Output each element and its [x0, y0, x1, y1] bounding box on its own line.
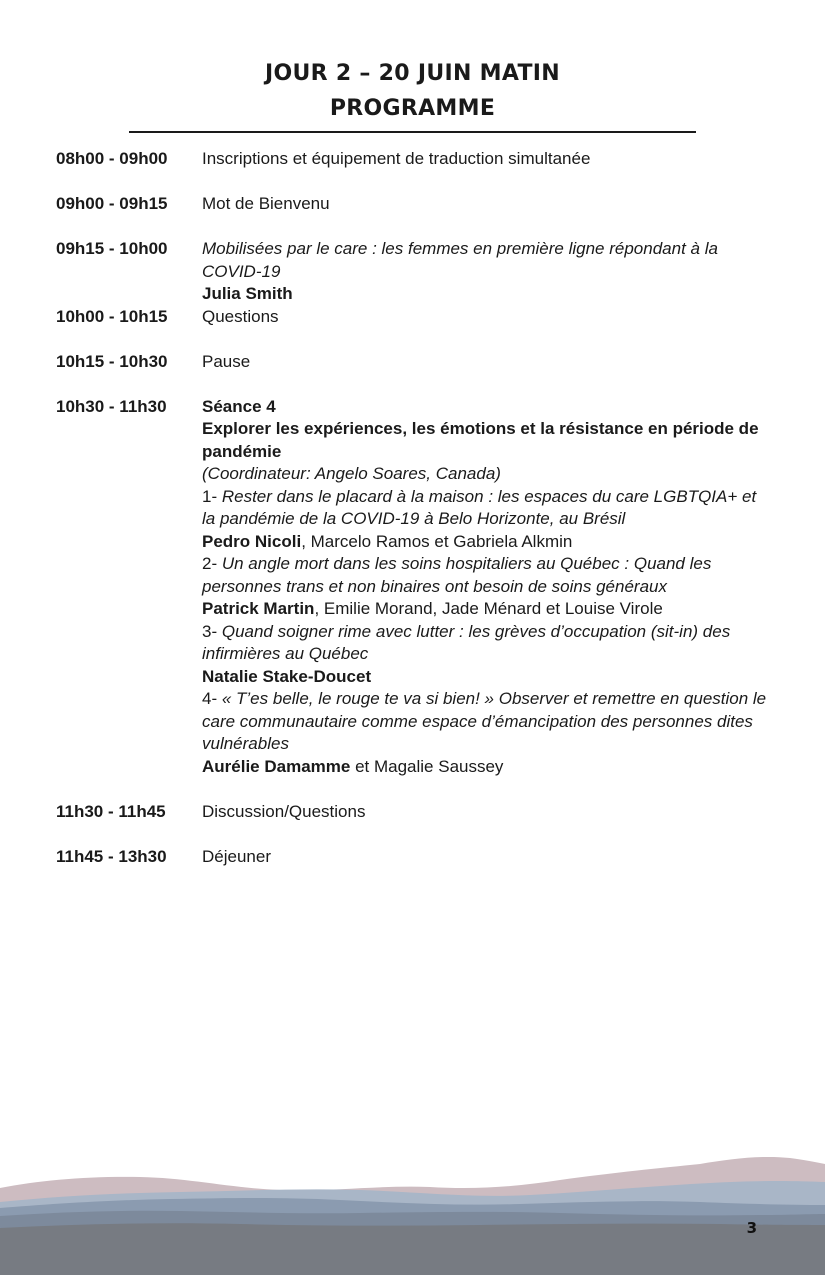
schedule-row — [56, 238, 771, 306]
time-slot: 10h15 - 10h30 — [56, 351, 168, 371]
activity: Discussion/Questions — [202, 801, 366, 821]
schedule-row — [56, 801, 771, 824]
lead-speaker: Patrick Martin — [202, 599, 315, 618]
page-number: 3 — [746, 1219, 757, 1237]
schedule-row — [56, 306, 771, 329]
activity: Inscriptions et équipement de traduction simultanée — [202, 149, 591, 168]
co-authors: et Magalie Saussey — [350, 756, 504, 776]
session-coordinator: (Coordinateur: Angelo Soares, Canada) — [202, 464, 501, 483]
schedule-row — [56, 148, 771, 171]
talk-title: « T’es belle, le rouge te va si bien! » Observer et remettre en question le care communautaire comme espace d’émancipation des personnes dites vulnérables — [202, 689, 767, 753]
mountain-landscape-decoration — [0, 1150, 825, 1275]
session-label: Séance 4 — [202, 396, 276, 416]
activity — [202, 238, 771, 306]
time-slot: 11h45 - 13h30 — [56, 846, 167, 866]
co-authors: , Marcelo Ramos et Gabriela Alkmin — [301, 531, 573, 551]
session-block — [202, 396, 771, 779]
lead-speaker: Pedro Nicoli — [202, 531, 302, 551]
schedule-row — [56, 193, 771, 216]
activity: Déjeuner — [202, 846, 271, 866]
page-title: JOUR 2 – 20 JUIN MATIN — [265, 61, 560, 86]
activity: Pause — [202, 351, 251, 371]
talk-title: Mobilisées par le care : les femmes en première ligne répondant à la COVID-19 — [202, 239, 718, 281]
time-slot: 11h30 - 11h45 — [56, 801, 166, 821]
mountain-layer-gray — [0, 1223, 825, 1275]
activity: Mot de Bienvenu — [202, 194, 330, 213]
talk-title: Un angle mort dans les soins hospitaliers au Québec : Quand les personnes trans et non binaires ont besoin de soins généraux — [202, 554, 712, 596]
talk-item — [202, 621, 771, 689]
talk-title: Rester dans le placard à la maison : les espaces du care LGBTQIA+ et la pandémie de la COVID-19 à Belo Horizonte, au Brésil — [202, 486, 757, 528]
talk-number: 2- — [202, 554, 222, 573]
session-theme: Explorer les expériences, les émotions et la résistance en période de pandémie — [202, 419, 759, 461]
schedule-row — [56, 351, 771, 374]
title-divider — [129, 131, 696, 133]
co-authors: , Emilie Morand, Jade Ménard et Louise Virole — [314, 599, 663, 618]
time-slot: 10h30 - 11h30 — [56, 396, 167, 416]
program-schedule — [56, 148, 771, 868]
time-slot: 08h00 - 09h00 — [56, 149, 168, 168]
page-subtitle: PROGRAMME — [329, 96, 496, 121]
talk-item — [202, 486, 771, 554]
talk-item — [202, 688, 771, 778]
talk-number: 4- — [202, 689, 222, 708]
time-slot: 10h00 - 10h15 — [56, 306, 168, 326]
talk-number: 1- — [202, 486, 222, 506]
talk-title: Quand soigner rime avec lutter : les grèves d’occupation (sit-in) des infirmières au Québec — [202, 621, 731, 663]
time-slot: 09h00 - 09h15 — [56, 194, 168, 213]
schedule-row — [56, 846, 771, 869]
page-header — [0, 56, 825, 126]
lead-speaker: Natalie Stake-Doucet — [202, 666, 372, 686]
time-slot: 09h15 - 10h00 — [56, 239, 168, 258]
speaker-name: Julia Smith — [202, 284, 293, 303]
activity: Questions — [202, 306, 279, 326]
talk-item — [202, 553, 771, 621]
lead-speaker: Aurélie Damamme — [202, 756, 351, 776]
talk-number: 3- — [202, 621, 222, 641]
schedule-row — [56, 396, 771, 779]
